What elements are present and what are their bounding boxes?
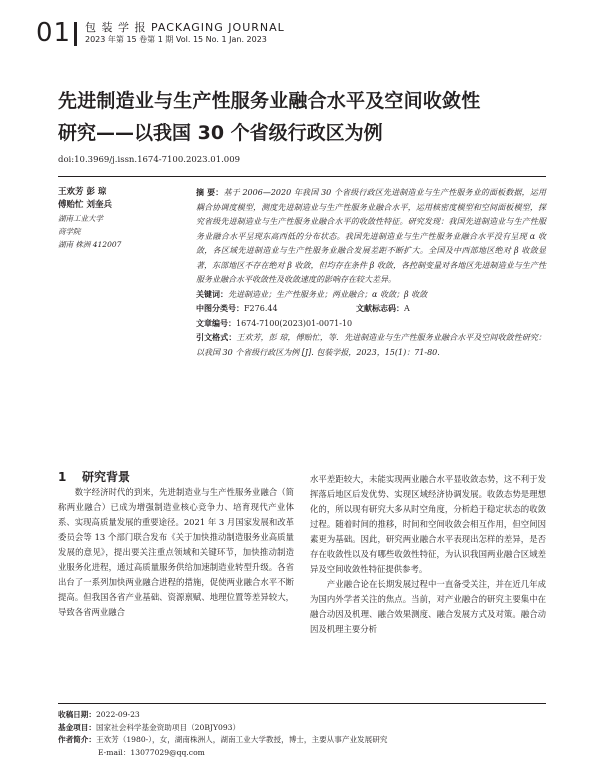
doi[interactable]: doi:10.3969/j.issn.1674-7100.2023.01.009 [58,155,241,165]
fund-value: 国家社会科学基金资助项目（20BJY093） [95,722,241,732]
footnote-rule [58,703,546,704]
footnote-block [58,709,546,759]
affiliation-university: 湖南工业大学 [58,214,103,223]
citation [196,331,546,360]
doc-code-label: 文献标志码： [356,304,404,313]
journal-header [36,18,576,50]
page-number: 01 [36,18,72,48]
abstract-label: 摘 要： [196,188,224,197]
body-column-left [58,470,294,620]
author-names-2: 傅贻忙 刘奎兵 [58,200,112,210]
abstract-text: 基于 2006—2020 年我国 30 个省级行政区先进制造业与生产性服务业的面板数据，运用耦合协调度模型，测度先进制造业与生产性服务业融合水平，运用核密度模型和空间面板模型，探究省级先进制造业与生产性服务业融合水平的收敛性特征。研究发现：我国先进制造业与生产性服务业融合水平呈现东高西低的分布状态。我国先进制造业与生产性服务业融合水平没有呈现 α 收敛，各区域先进制造业与生产性服务业融合发展差距不断扩大。全国及中西部地区绝对 β 收敛显著，东部地区不存在绝对 β 收敛，但均存在条件 β 收敛，各控制变量对各地区先进制造业与生产性服务业融合水平收敛性及收敛速度的影响存在较大差异。 [196,188,546,284]
author-bio-value: 王欢芳（1980-），女，湖南株洲人，湖南工业大学教授，博士，主要从事产业发展研究 [95,735,388,744]
article-number [196,317,546,332]
body-column-right [310,472,546,637]
received-value: 2022-09-23 [95,710,140,719]
received-label: 收稿日期： [58,710,96,719]
clc-value: F276.44 [244,304,278,313]
author-names-1: 王欢芳 彭 琼 [58,187,107,197]
keywords [196,288,546,303]
classification-row [196,302,546,317]
paragraph: 数字经济时代的到来，先进制造业与生产性服务业融合（简称两业融合）已成为增强制造业核心竞争力、培育现代产业体系、实现高质量发展的重要途径。2021 年 3 月国家发展和改革委员会等 13 个部门联合发布《关于加快推动制造服务业高质量发展的意见》，提出要关注重点领域和关键环节，加快推动制造业服务化进程，通过高质量服务供给加速制造业转型升级。各省出台了一系列加快两业融合进程的措施，促使两业融合水平不断提高。但我国各省产业基础、资源禀赋、地理位置等差异较大，导致各省两业融合 [58,487,294,617]
abstract [196,186,546,288]
article-title-line-2: 研究——以我国 30 个省级行政区为例 [58,122,383,144]
citation-label: 引文格式： [196,333,237,342]
fund-label: 基金项目： [58,722,96,732]
affiliation-address: 湖南 株洲 412007 [58,240,122,249]
article-number-value: 1674-7100(2023)01-0071-10 [236,318,353,328]
top-rule [58,176,546,177]
keywords-label: 关键词： [196,289,228,299]
paragraph: 产业融合论在长期发展过程中一直备受关注，并在近几年成为国内外学者关注的焦点。当前，对产业融合的研究主要集中在融合动因及机理、融合效果测度、融合发展方式及对策。融合动因及机理主要分析 [310,579,546,634]
section-heading [58,470,294,485]
journal-name: 包 装 学 报 PACKAGING JOURNAL [85,21,285,34]
author-bio [58,734,546,747]
header-divider [74,22,77,46]
section-number: 1 [58,470,67,484]
citation-text: 王欢芳，彭 琼，傅贻忙，等．先进制造业与生产性服务业融合水平及空间收敛性研究：以我国 30 个省级行政区为例 [J]. 包装学报，2023，15(1)：71-80. [196,333,546,357]
fund-info [58,722,546,735]
affiliation-school: 商学院 [58,227,81,236]
doc-code-value: A [404,304,410,313]
section-title: 研究背景 [82,470,131,484]
keywords-text: 先进制造业；生产性服务业；两业融合；α 收敛；β 收敛 [228,289,428,299]
received-date [58,709,546,722]
clc-label: 中图分类号： [196,304,244,313]
article-meta [196,186,546,360]
author-email[interactable]: E-mail：13077029@qq.com [98,747,205,757]
paragraph: 水平差距较大，未能实现两业融合水平显收敛态势，这不利于发挥落后地区后发优势、实现区域经济协调发展。收敛态势是理想化的，所以现有研究大多从时空角度，分析趋于稳定状态的收敛过程。随着时间的推移，时间和空间收敛会相互作用，但空间因素更为基础。因此，研究两业融合水平表现出怎样的差异，是否存在收敛性以及有哪些收敛性特征，为认识我国两业融合区域差异及空间收敛性特征提供参考。 [310,474,546,574]
journal-issue: 2023 年第 15 卷第 1 期 Vol. 15 No. 1 Jan. 2023 [85,35,267,44]
author-block [58,186,178,251]
author-bio-label: 作者简介： [58,735,96,744]
article-number-label: 文章编号： [196,318,236,328]
article-title-line-1: 先进制造业与生产性服务业融合水平及空间收敛性 [58,90,481,112]
